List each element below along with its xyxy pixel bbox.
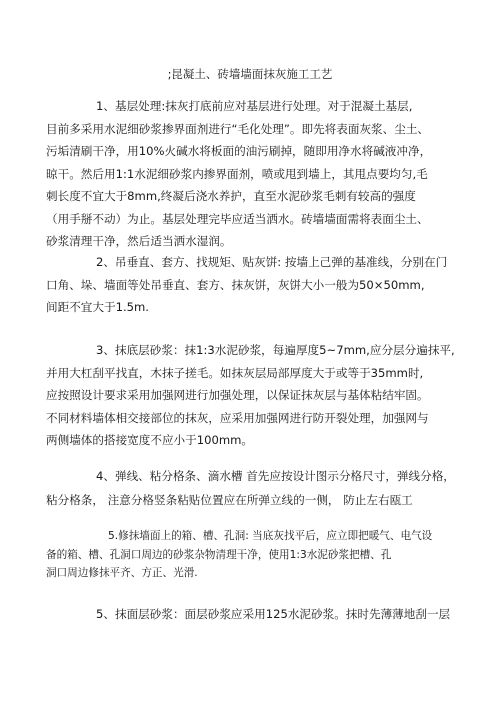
- text-line: 粘分格条， 注意分格竖条粘贴位置应在所弹立线的一侧， 防止左右瓯工: [46, 493, 413, 507]
- text-line: 两侧墙体的搭接宽度不应小于100mm。: [46, 433, 254, 447]
- text-line: 晾干。然后用1:1水泥细砂浆内掺界面剂，喷或甩到墙上，其甩点要均匀,毛: [46, 166, 428, 181]
- text-line: 口角、垛、墙面等处吊垂直、套方、抹灰饼，灰饼大小一般为50×50mm,: [46, 277, 425, 292]
- text-line: （用手掰不动）为止。基层处理完毕应适当洒水。砖墙墙面需将表面尘土、: [46, 211, 429, 226]
- text-line: 5.修抹墙面上的箱、槽、孔洞: 当底灰找平后，应立即把暖气、电气设: [108, 530, 433, 542]
- text-line: 目前多采用水泥细砂浆掺界面剂进行“毛化处理”。即先将表面灰浆、尘土、: [46, 121, 430, 136]
- text-line: 刺长度不宜大于8mm,终凝后浇水养护，直至水泥砂浆毛刺有较高的强度: [46, 189, 416, 203]
- text-line: 4、弹线、粘分格条、滴水槽 首先应按设计图示分格尺寸，弹线分格，: [96, 469, 455, 483]
- text-line: 污垢清刷干净，用10%火碱水将板面的油污刷掉，随即用净水将碱液冲净，: [46, 144, 432, 158]
- text-line: 2、吊垂直、套方、找规矩、贴灰饼: 按墙上己弹的基准线，分别在门: [96, 255, 448, 269]
- text-line: 3、抹底层砂浆：抹1:3水泥砂浆，每遍厚度5~7mm,应分层分遍抹平,: [96, 343, 455, 357]
- text-line: 备的箱、槽、孔洞口周边的砂浆杂物清理干净，使用1:3水泥砂浆把槽、孔: [46, 548, 392, 561]
- document-title: ;昆凝土、砖墙墙面抹灰施工工艺: [167, 67, 333, 81]
- text-line: 洞口周边修抹平齐、方正、光滑.: [46, 567, 198, 579]
- text-line: 1、基层处理:抹灰打底前应对基层进行处理。对于混凝土基层,: [96, 99, 413, 113]
- text-line: 并用大杠刮平找直，木抹子搓毛。如抹灰层局部厚度大于或等于35mm时,: [46, 365, 424, 380]
- text-line: 应按照设计要求采用加强网进行加强处理，以保证抹灰层与基体粘结牢固。: [46, 388, 429, 402]
- text-line: 不同材料墙体相交接部位的抹灰，应采用加强网进行防开裂处理，加强网与: [46, 410, 429, 425]
- text-line: 5、抹面层砂浆：面层砂浆应采用125水泥砂浆。抹时先薄薄地刮一层: [96, 607, 451, 621]
- text-line: 间距不宜大于1.5m.: [46, 300, 149, 314]
- text-line: 砂浆清理干净，然后适当洒水湿润。: [46, 234, 232, 248]
